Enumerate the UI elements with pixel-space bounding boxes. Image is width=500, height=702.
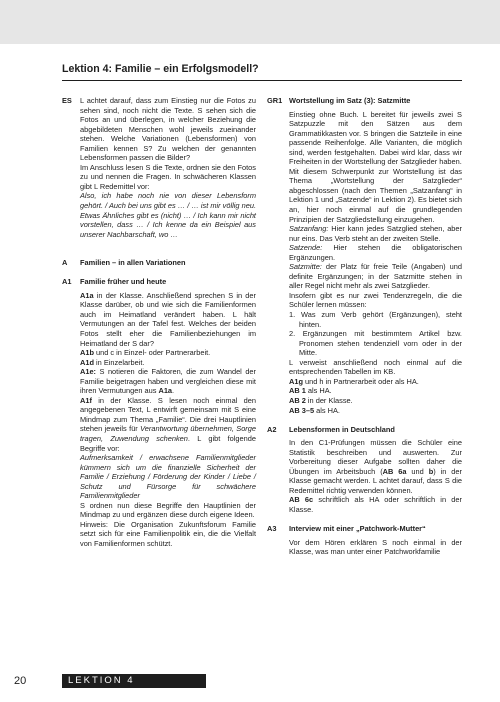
gr1-paragraph-6: Insofern gibt es nur zwei Tendenzregeln, die die Schüler lernen müssen: [289, 290, 462, 310]
a1-paragraph-2: A1b und c in Einzel- oder Partnerarbeit. [80, 348, 211, 358]
a1-paragraph-5: A1f in der Klasse. S lesen noch einmal den angegebenen Text, L entwirft gemeinsam mit S eine Mindmap zum Thema „Familie“. Die drei Hauptlinien stehen jeweils für Verantwortung übernehmen, Sorge tragen, Zuwendung schenken. L gibt folgende Begriffe vor: [80, 395, 256, 453]
gr1-task-3: AB 2 in der Klasse. [289, 395, 353, 405]
gr1-satzmitte: Satzmitte: der Platz für freie Teile (Angaben) und definite Ergänzungen; in der Satzmitte stehen in aller Regel nicht mehr als zwei Satzglieder. [289, 262, 462, 291]
gr1-rule-2: 2. Ergänzungen mit bestimmtem Artikel bzw. Pronomen stehen tendenziell vorn oder in der Mitte. [289, 329, 462, 358]
section-a2 [267, 425, 462, 515]
right-column [267, 96, 462, 557]
gr1-paragraph-1: Einstieg ohne Buch. L bereitet für jeweils zwei S Satzpuzzle mit den Sätzen aus dem Grammatikkasten vor. S bringen die Satzteile in eine passende Reihenfolge. Alle Varianten, die möglich sind, werden festgehalten. Dabei wird klar, dass wir Freiheiten in der Wortstellung der Satzglieder haben. [289, 109, 462, 167]
section-gr1-heading: Wortstellung im Satz (3): Satzmitte [289, 96, 411, 105]
gr1-rule-1: 1. Was zum Verb gehört (Ergänzungen), steht hinten. [289, 310, 462, 329]
a1-paragraph-3: A1d in Einzelarbeit. [80, 357, 145, 367]
gr1-task-2: AB 1 als HA. [289, 386, 332, 396]
a1-terms: Aufmerksamkeit / erwachsene Familienmitglieder kümmern sich um die finanzielle Sicherheit der Familie / Erziehung / Förderung der Kinder / Liebe / Schutz und Fürsorge für schwächere Familienmitglieder [80, 453, 256, 501]
a1-paragraph-1: A1a in der Klasse. Anschließend sprechen S in der Klasse darüber, ob und wie sich die Familienformen auch im Heimatland verändert haben. L hält Vermutungen an der Tafel fest. Welches der beiden Fotos stellt eher die Familienbeziehungen im Heimatland der S dar? [80, 290, 256, 348]
gr1-satzende: Satzende: Hier stehen die obligatorischen Ergänzungen. [289, 243, 462, 262]
section-a3-heading: Interview mit einer „Patchwork-Mutter“ [289, 523, 426, 533]
gr1-task-4: AB 3–5 als HA. [289, 405, 340, 415]
section-a [62, 258, 256, 268]
page-number: 20 [14, 675, 27, 687]
a1-paragraph-4: A1e: S notieren die Faktoren, die zum Wandel der Familie beigetragen haben und vergleichen diese mit ihren Vermutungen aus A1a. [80, 367, 256, 396]
section-a1 [62, 277, 256, 548]
header-band [0, 0, 500, 44]
section-a1-heading: Familie früher und heute [80, 277, 167, 287]
gr1-satzanfang: Satzanfang: Hier kann jedes Satzglied stehen, aber nur eins. Das Verb steht an der zweiten Stelle. [289, 224, 462, 243]
a2-paragraph-2: AB 6c schriftlich als HA oder schriftlich in der Klasse. [289, 495, 462, 514]
section-a3 [267, 524, 462, 557]
es-text-1: L achtet darauf, dass zum Einstieg nur die Fotos zu sehen sind, noch nicht die Texte. S sehen sich die Fotos an und überlegen, in welcher Beziehung die abgebildeten Menschen wohl jeweils zueinander stehen. Welche Variationen (Lebensformen) von Familien kennen S? Zu welchen der genannten Lebensformen passen die Bilder? [80, 96, 256, 163]
gr1-task-1: A1g und h in Partnerarbeit oder als HA. [289, 376, 419, 386]
section-code-a: A [62, 258, 68, 268]
title-rule [62, 80, 462, 81]
section-code-a1: A1 [62, 277, 72, 287]
section-code-a2: A2 [267, 424, 277, 434]
es-example-phrases: Also, ich habe noch nie von dieser Lebensform gehört. / Auch bei uns gibt es … / … ist mir völlig neu. Etwas Ähnliches gibt es (nicht) … / Ich kann mir nicht vorstellen, dass … / Ich kenne da ein Beispiel aus unserer Nachbarschaft, wo … [80, 191, 256, 239]
gr1-paragraph-7: L verweist anschließend noch einmal auf die entsprechenden Tabellen im KB. [289, 357, 462, 377]
section-es [62, 96, 256, 239]
section-a2-heading: Lebensformen in Deutschland [289, 424, 395, 434]
a2-paragraph-1: In den C1-Prüfungen müssen die Schüler eine Statistik beschreiben und auswerten. Zur Vorbereitung dieser Aufgabe sollten daher die Übungen im Arbeitsbuch (AB 6a und b) in der Klasse gemacht werden. L achtet darauf, dass S die Redemittel richtig verwenden können. [289, 438, 462, 495]
a1-hint: Hinweis: Die Organisation Zukunftsforum Familie setzt sich für eine Familienpolitik ein, die die Vielfalt von Familienformen schützt. [80, 519, 256, 549]
section-code-gr1: GR1 [267, 96, 283, 105]
left-column [62, 96, 256, 549]
gr1-paragraph-2: Mit diesem Schwerpunkt zur Wortstellung ist das Thema „Wortstellung der Satzglieder“ abgeschlossen (nach den Themen „Satzanfang“ in Lektion 1 und „Satzende“ in Lektion 2). Es bietet sich an, hier noch einmal auf die grundlegenden Prinzipien der Satzgliedstellung einzugehen. [289, 166, 462, 224]
section-a-heading: Familien – in allen Variationen [80, 258, 186, 268]
section-gr1 [267, 96, 462, 415]
a1-paragraph-6: S ordnen nun diese Begriffe den Hauptlinien der Mindmap zu und ergänzen diese durch eigene Ideen. [80, 500, 256, 520]
page-title: Lektion 4: Familie – ein Erfolgsmodell? [62, 63, 259, 75]
section-code-es: ES [62, 96, 72, 105]
es-text-2: Im Anschluss lesen S die Texte, ordnen sie den Fotos zu und nennen die Fragen. In schwächeren Klassen gibt L Redemittel vor: [80, 162, 256, 191]
section-code-a3: A3 [267, 523, 277, 533]
chapter-label: LEKTION 4 [68, 675, 135, 686]
page-footer [0, 672, 500, 702]
a3-paragraph-1: Vor dem Hören erklären S noch einmal in der Klasse, was man unter einer Patchworkfamilie [289, 537, 462, 557]
